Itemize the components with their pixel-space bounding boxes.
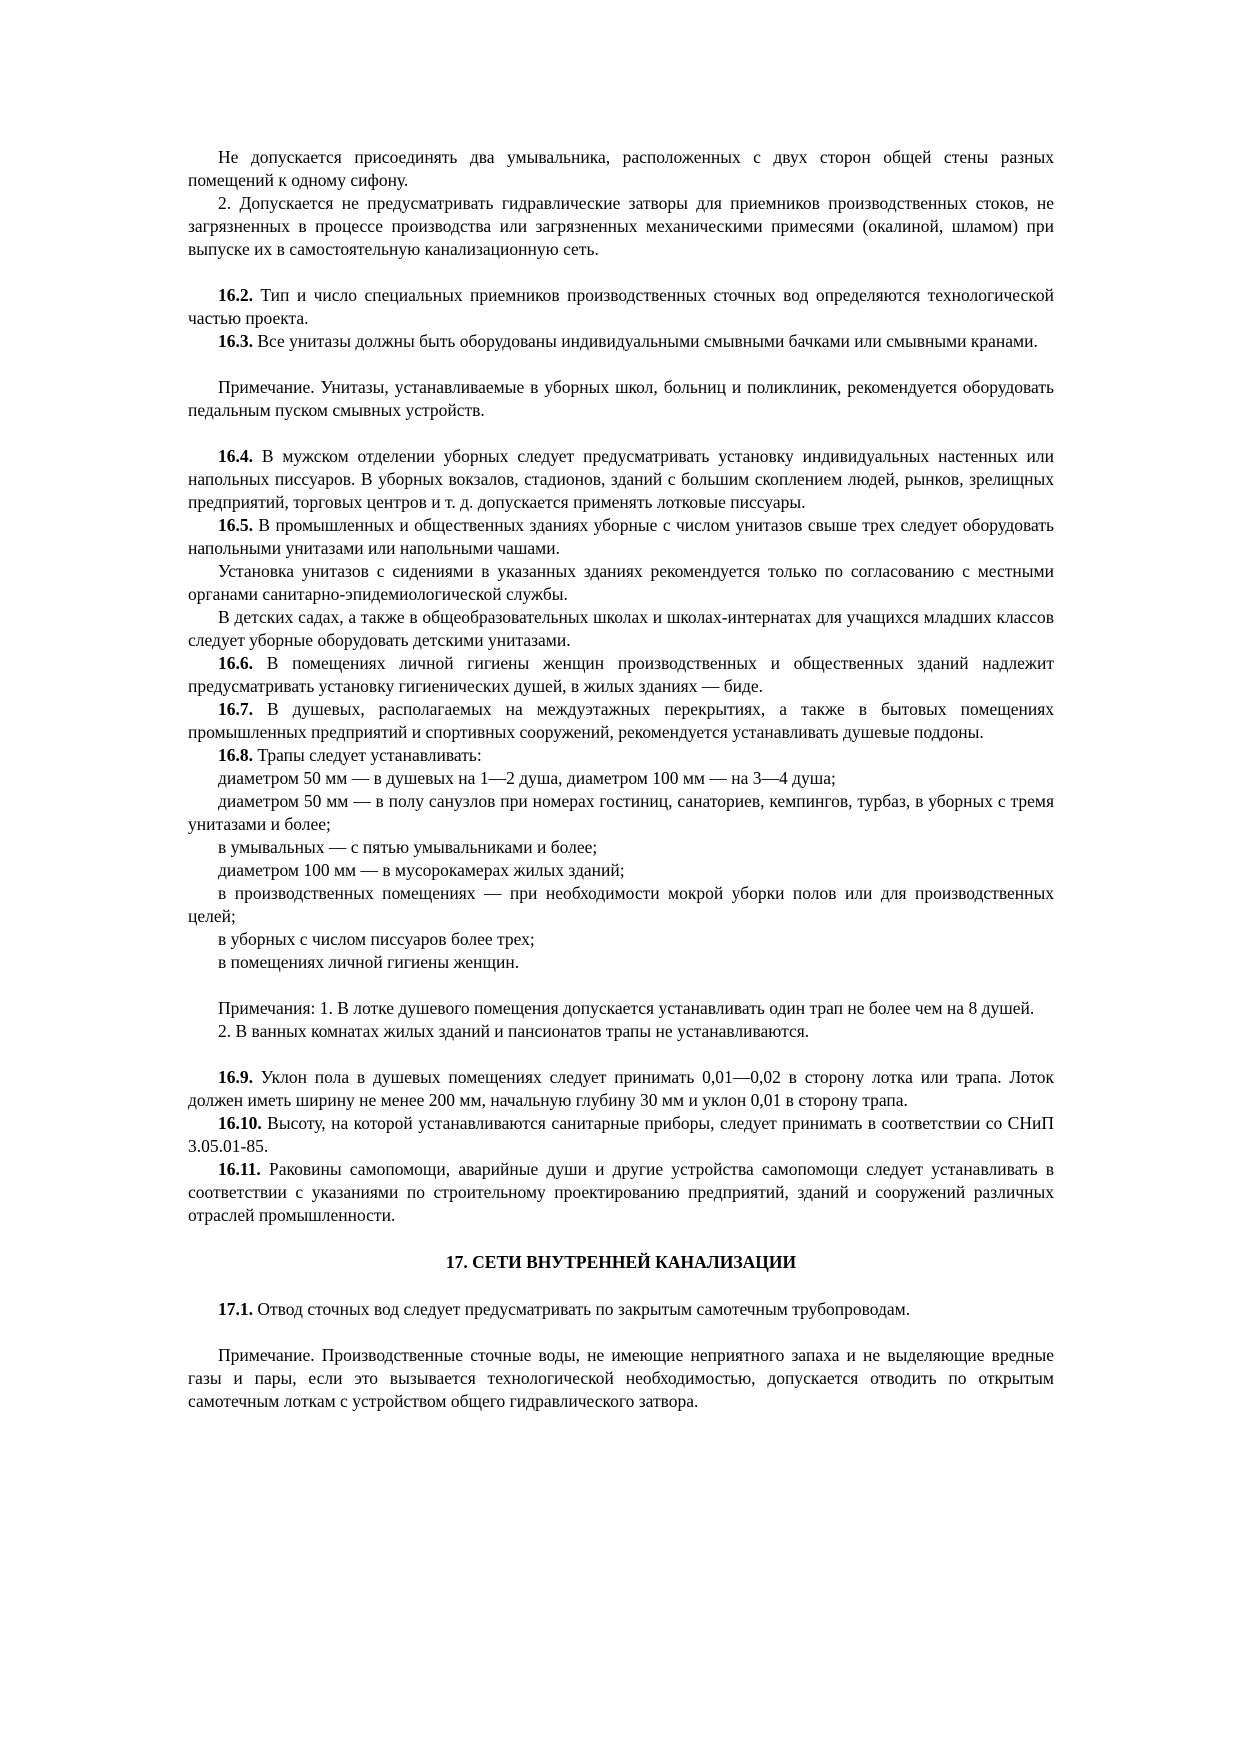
list-item: диаметром 50 мм — в полу санузлов при номерах гостиниц, санаториев, кемпингов, турбаз, в уборных с тремя унитазами и более; bbox=[188, 791, 1054, 834]
clause-text: Тип и число специальных приемников производственных сточных вод определяются технологической частью проекта. bbox=[188, 285, 1054, 328]
clause-number: 16.2. bbox=[218, 285, 253, 305]
clause-16-10 bbox=[188, 1112, 1054, 1158]
list-item: диаметром 50 мм — в душевых на 1—2 душа, диаметром 100 мм — на 3—4 душа; bbox=[218, 768, 836, 788]
list-item: в умывальных — с пятью умывальниками и более; bbox=[218, 837, 598, 857]
list-item: в уборных с числом писсуаров более трех; bbox=[218, 929, 535, 949]
clause-text: Высоту, на которой устанавливаются санитарные приборы, следует принимать в соответствии со СНиП 3.05.01-85. bbox=[188, 1113, 1054, 1156]
clause-text: Уклон пола в душевых помещениях следует принимать 0,01—0,02 в сторону лотка или трапа. Лоток должен иметь ширину не менее 200 мм, начальную глубину 30 мм и уклон 0,01 в сторону трапа. bbox=[188, 1067, 1054, 1110]
clause-number: 16.9. bbox=[218, 1067, 253, 1087]
note-16-3: Примечание. Унитазы, устанавливаемые в уборных школ, больниц и поликлиник, рекомендуется оборудовать педальным пуском смывных устройств. bbox=[188, 377, 1054, 420]
list-item: в помещениях личной гигиены женщин. bbox=[218, 952, 520, 972]
clause-number: 16.3. bbox=[218, 331, 253, 351]
clause-number: 17.1. bbox=[218, 1299, 253, 1319]
clause-16-11 bbox=[188, 1158, 1054, 1227]
list-item: в производственных помещениях — при необходимости мокрой уборки полов или для производственных целей; bbox=[188, 883, 1054, 926]
clause-text: Все унитазы должны быть оборудованы индивидуальными смывными бачками или смывными кранами. bbox=[253, 331, 1038, 351]
clause-16-4 bbox=[188, 445, 1054, 514]
clause-number: 16.8. bbox=[218, 745, 253, 765]
list-item: диаметром 100 мм — в мусорокамерах жилых зданий; bbox=[218, 860, 625, 880]
clause-16-3 bbox=[188, 330, 1054, 353]
clause-number: 16.4. bbox=[218, 446, 253, 466]
clause-text: В душевых, располагаемых на междуэтажных перекрытиях, а также в бытовых помещениях промышленных предприятий и спортивных сооружений, рекомендуется устанавливать душевые поддоны. bbox=[188, 699, 1054, 742]
clause-16-5 bbox=[188, 514, 1054, 560]
note-17-1: Примечание. Производственные сточные воды, не имеющие неприятного запаха и не выделяющие вредные газы и пары, если это вызывается технологической необходимостью, допускается отводить по открытым самотечным лоткам с устройством общего гидравлического затвора. bbox=[188, 1345, 1054, 1411]
document-page bbox=[188, 146, 1054, 1413]
clause-text: В промышленных и общественных зданиях уборные с числом унитазов свыше трех следует оборудовать напольными унитазами или напольными чашами. bbox=[188, 515, 1054, 558]
clause-number: 16.5. bbox=[218, 515, 253, 535]
clause-16-2 bbox=[188, 284, 1054, 330]
clause-16-9 bbox=[188, 1066, 1054, 1112]
clause-text: В мужском отделении уборных следует предусматривать установку индивидуальных настенных или напольных писсуаров. В уборных вокзалов, стадионов, зданий с большим скоплением людей, рынков, зрелищных предприятий, торговых центров и т. д. допускается применять лотковые писсуары. bbox=[188, 446, 1054, 512]
clause-number: 16.10. bbox=[218, 1113, 262, 1133]
clause-16-7 bbox=[188, 698, 1054, 744]
clause-16-5-seats: Установка унитазов с сидениями в указанных зданиях рекомендуется только по согласованию с местными органами санитарно-эпидемиологической службы. bbox=[188, 561, 1054, 604]
clause-16-8 bbox=[188, 744, 1054, 767]
clause-16-6 bbox=[188, 652, 1054, 698]
clause-text: В помещениях личной гигиены женщин производственных и общественных зданий надлежит предусматривать установку гигиенических душей, в жилых зданиях — биде. bbox=[188, 653, 1054, 696]
clause-number: 16.6. bbox=[218, 653, 253, 673]
note-16-8-first: Примечания: 1. В лотке душевого помещения допускается устанавливать один трап не более чем на 8 душей. bbox=[218, 998, 1035, 1018]
paragraph-no-shared-siphon: Не допускается присоединять два умывальника, расположенных с двух сторон общей стены разных помещений к одному сифону. bbox=[188, 147, 1054, 190]
clause-17-1 bbox=[188, 1298, 1054, 1321]
section-heading-17: 17. СЕТИ ВНУТРЕННЕЙ КАНАЛИЗАЦИИ bbox=[445, 1252, 797, 1272]
clause-text: Раковины самопомощи, аварийные души и другие устройства самопомощи следует устанавливать в соответствии с указаниями по строительному проектированию предприятий, зданий и сооружений различных отраслей промышленности. bbox=[188, 1159, 1054, 1225]
clause-text: Трапы следует устанавливать: bbox=[253, 745, 482, 765]
clause-number: 16.11. bbox=[218, 1159, 261, 1179]
clause-text: Отвод сточных вод следует предусматривать по закрытым самотечным трубопроводам. bbox=[253, 1299, 911, 1319]
clause-16-5-kindergartens: В детских садах, а также в общеобразовательных школах и школах-интернатах для учащихся младших классов следует уборные оборудовать детскими унитазами. bbox=[188, 607, 1054, 650]
paragraph-hydraulic-seals: 2. Допускается не предусматривать гидравлические затворы для приемников производственных стоков, не загрязненных в процессе производства или загрязненных механическими примесями (окалиной, шламом) при выпуске их в самостоятельную канализационную сеть. bbox=[188, 193, 1054, 259]
note-16-8-second: 2. В ванных комнатах жилых зданий и пансионатов трапы не устанавливаются. bbox=[218, 1021, 810, 1041]
clause-number: 16.7. bbox=[218, 699, 253, 719]
